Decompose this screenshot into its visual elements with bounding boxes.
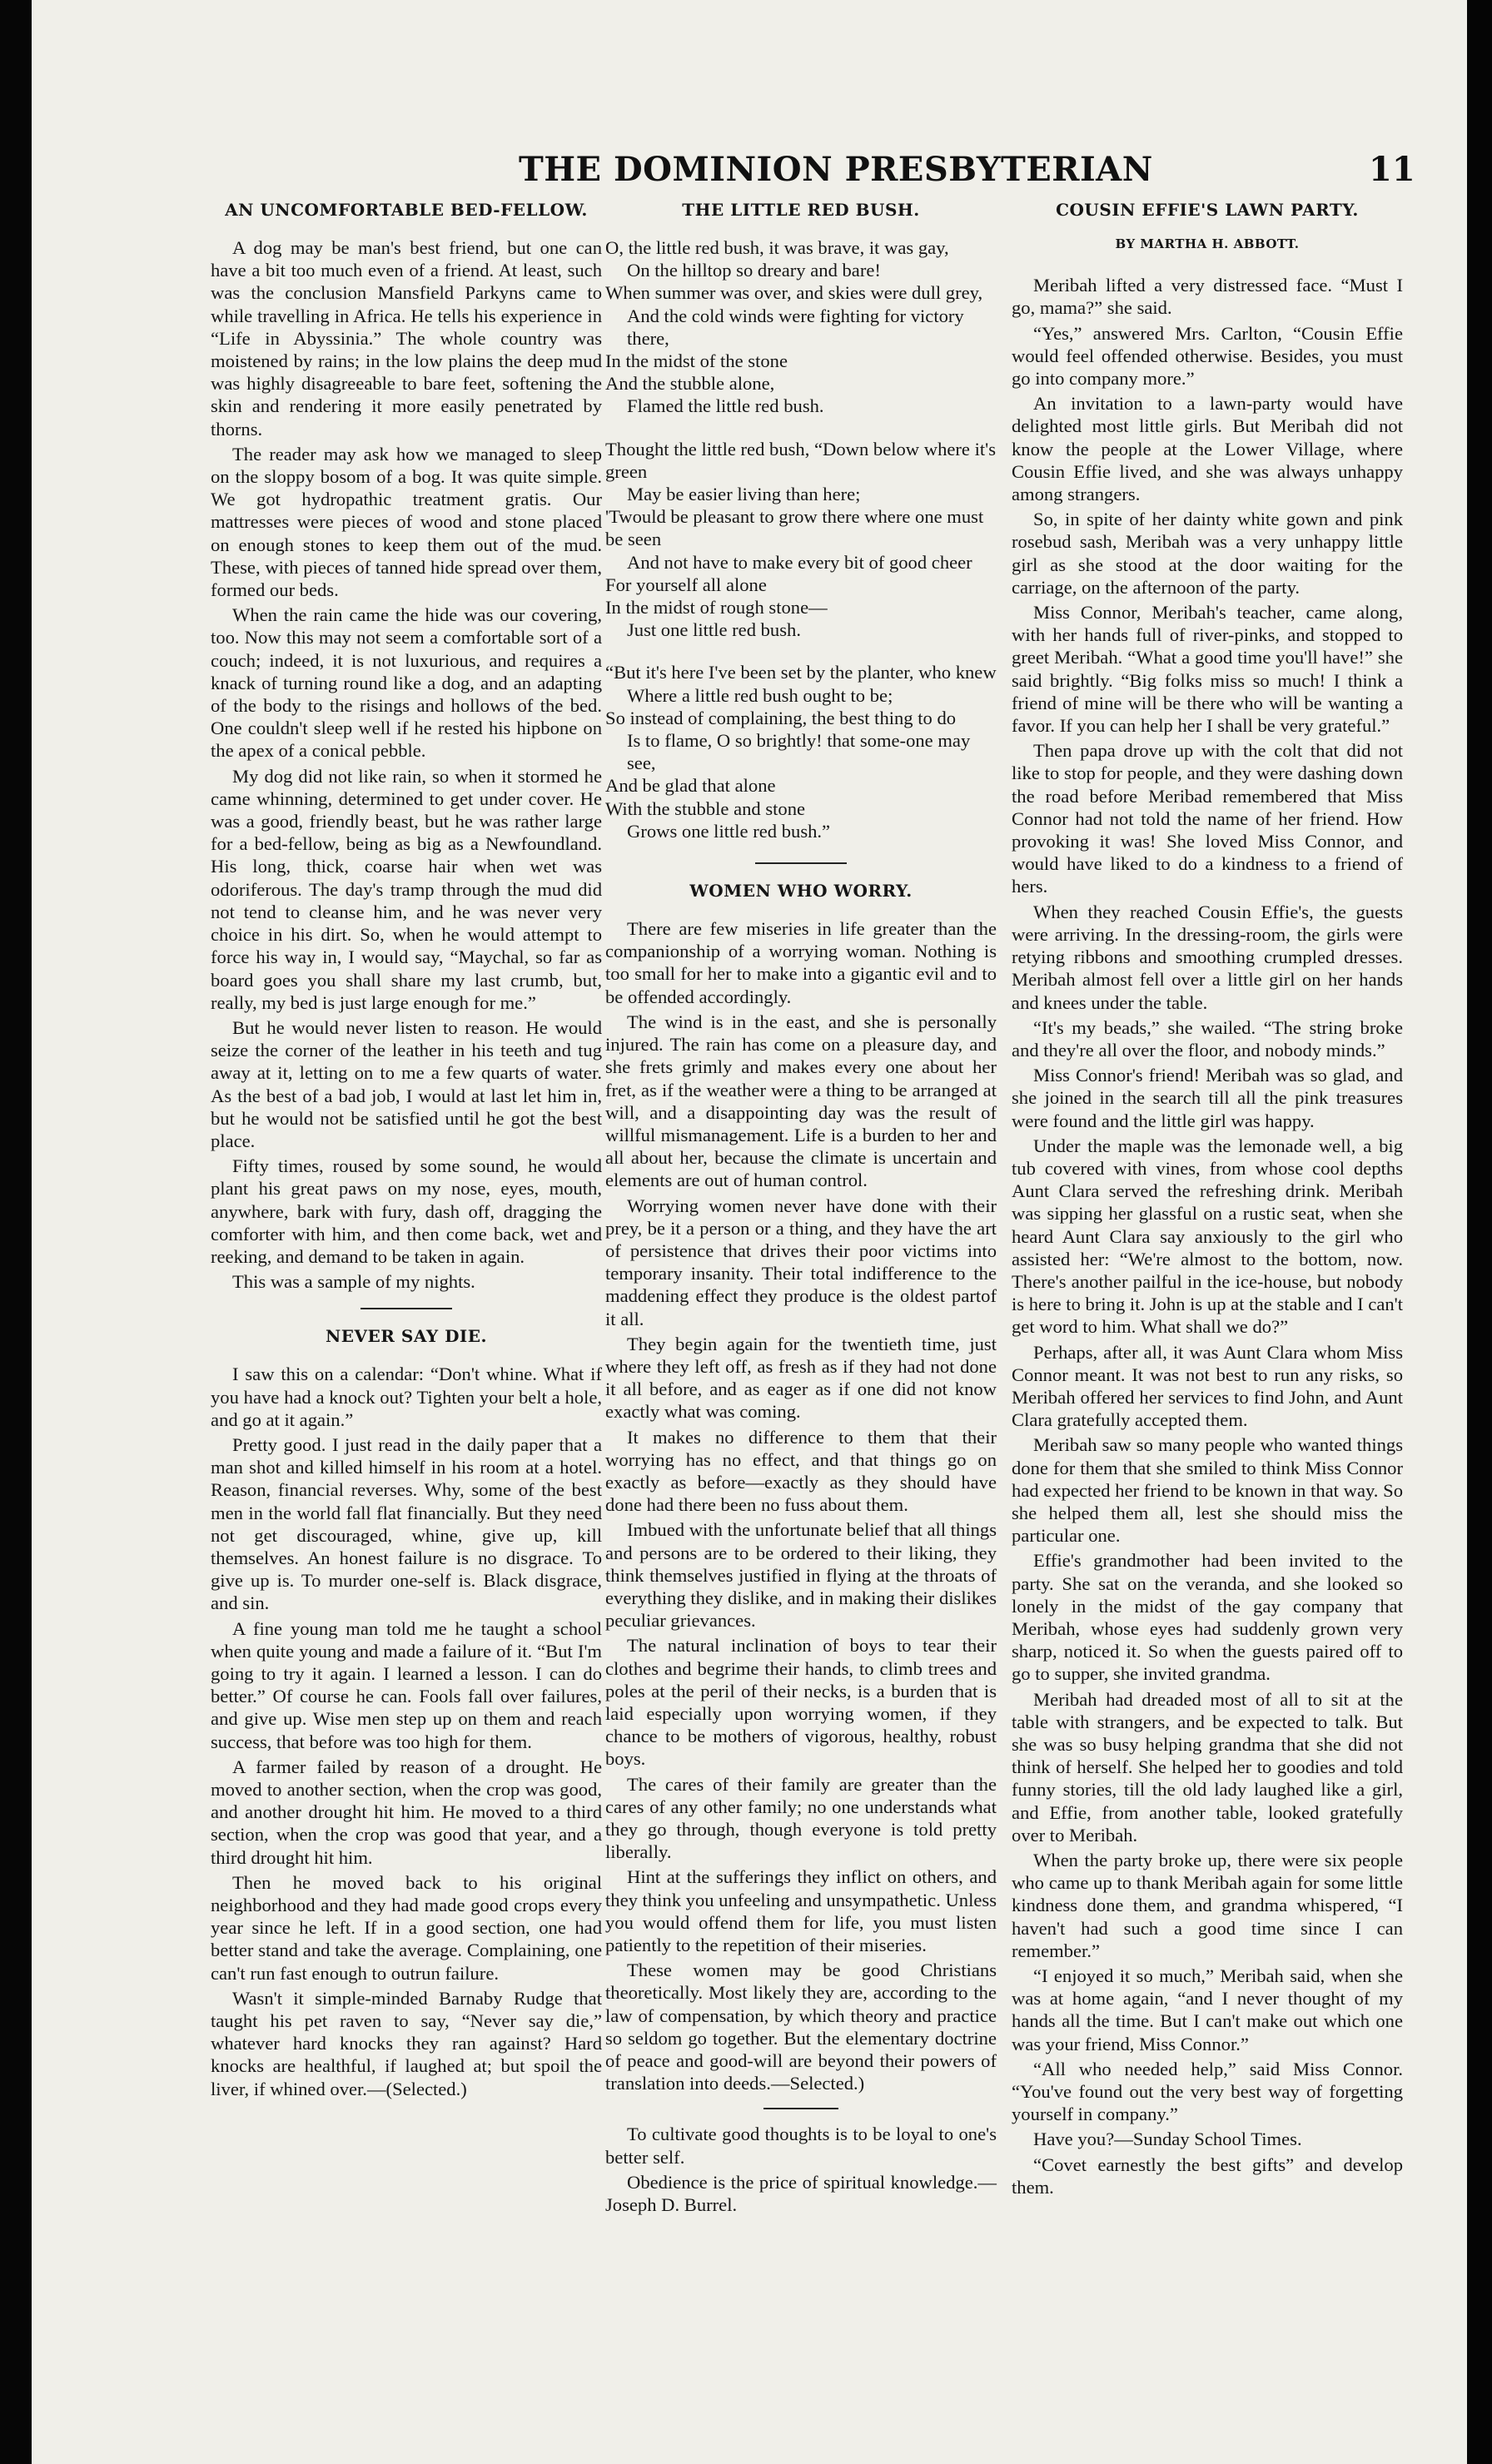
column-right <box>1012 200 1403 2201</box>
verse-line: And the cold winds were fighting for victory there, <box>627 305 964 349</box>
verse-line: Grows one little red bush.” <box>627 820 831 842</box>
paragraph: The cares of their family are greater than the cares of any other family; no one understands what they go through, though everyone is told pretty liberally. <box>605 1773 997 1863</box>
column-left <box>211 200 602 2103</box>
paragraph: When the rain came the hide was our covering, too. Now this may not seem a comfortable sort of a couch; indeed, it is not luxurious, and requires a knack of turning round like a dog, and an adapting of the body to the risings and hollows of the bed. One couldn't sleep well if he rested his hipbone on the apex of a conical pebble. <box>211 604 602 762</box>
paragraph: A fine young man told me he taught a school when quite young and made a failure of it. “But I'm going to try it again. I learned a lesson. I can do better.” Of course he can. Fools fall over failures, and give up. Wise men step up on them and reach success, that before was too high for them. <box>211 1617 602 1752</box>
section-rule <box>755 862 847 864</box>
paragraph: When they reached Cousin Effie's, the guests were arriving. In the dressing-room, the girls were retying ribbons and smoothing crumpled dresses. Meribah almost fell over a little girl on her hands and knees under the table. <box>1012 901 1403 1013</box>
verse-line: Thought the little red bush, “Down below where it's green <box>605 438 997 482</box>
paragraph: There are few miseries in life greater than the companionship of a worrying woman. Nothing is too small for her to make into a gigantic evil and to be offended accordingly. <box>605 918 997 1007</box>
paragraph: Fifty times, roused by some sound, he would plant his great paws on my nose, eyes, mouth, anywhere, bark with fury, dash off, dragging the comforter with him, and then come back, wet and reeking, and demand to be taken in again. <box>211 1155 602 1267</box>
paragraph: Worrying women never have done with their prey, be it a person or a thing, and they have the art of persistence that drives their poor victims into temporary insanity. Their total indifference to the maddening effect they produce is the oldest partof it all. <box>605 1195 997 1329</box>
paragraph: A dog may be man's best friend, but one can have a bit too much even of a friend. At least, such was the conclusion Mansfield Parkyns came to while travelling in Africa. He tells his experience in “Life in Abyssinia.” The whole country was moistened by rains; in the low plains the deep mud was highly disagreeable to bare feet, softening the skin and rendering it more easily penetrated by thorns. <box>211 237 602 440</box>
maxim: “Covet earnestly the best gifts” and develop them. <box>1012 2154 1403 2198</box>
verse-line: For yourself all alone <box>605 574 767 595</box>
verse-line: And not have to make every bit of good cheer <box>627 551 972 573</box>
page-number: 11 <box>1369 150 1415 189</box>
paragraph: Miss Connor's friend! Meribah was so glad, and she joined in the search till all the pink treasures were found and the little girl was happy. <box>1012 1065 1403 1131</box>
running-header <box>32 150 1467 200</box>
verse-line: In the midst of rough stone— <box>605 597 828 618</box>
paragraph: Pretty good. I just read in the daily paper that a man shot and killed himself in his room at a hotel. Reason, financial reverses. Why, some of the best men in the world fall flat financially. But they need not get discouraged, whine, give up, kill themselves. An honest failure is no disgrace. To give up is. To murder one-self is. Black disgrace, and sin. <box>211 1433 602 1614</box>
poem-title-little-red-bush: THE LITTLE RED BUSH. <box>682 200 920 220</box>
section-rule <box>763 2108 838 2109</box>
paragraph: These women may be good Christians theoretically. Most likely they are, according to the law of compensation, by which theory and practice so seldom go together. But the elementary doctrine of peace and good-will are beyond their powers of translation into deeds.—Selected.) <box>605 1960 997 2094</box>
paragraph: “Yes,” answered Mrs. Carlton, “Cousin Effie would feel offended otherwise. Besides, you must go into company more.” <box>1012 322 1403 390</box>
paragraph: Miss Connor, Meribah's teacher, came along, with her hands full of river-pinks, and stopped to greet Meribah. “What a good time you'll have!” she said brightly. “Big folks miss so much! I think a friend of mine will be there who will be wanting a favor. If you can help her I shall be very grateful.” <box>1012 602 1403 737</box>
paragraph: Meribah lifted a very distressed face. “Must I go, mama?” she said. <box>1012 275 1403 319</box>
paragraph: Perhaps, after all, it was Aunt Clara whom Miss Connor meant. It was not best to run any risks, so Meribah offered her services to find John, and Aunt Clara gratefully accepted them. <box>1012 1341 1403 1431</box>
verse-line: On the hilltop so dreary and bare! <box>627 260 881 281</box>
verse-line: 'Twould be pleasant to grow there where one must be seen <box>605 506 984 550</box>
paragraph: Meribah saw so many people who wanted things done for them that she smiled to think Miss Connor had expected her friend to be known in that way. So she helped them all, lest she should miss the particular one. <box>1012 1434 1403 1547</box>
paragraph: My dog did not like rain, so when it stormed he came whinning, determined to get under cover. He was a good, friendly beast, but he was rather large for a bed-fellow, being as big as a Newfoundland. His long, thick, coarse hair when wet was odoriferous. The day's tramp through the mud did not tend to cleanse him, and he was never very choice in his dirt. So, when he would attempt to force his way in, I would say, “Maychal, so far as board goes you shall share my last crumb, but, really, my bed is just large enough for me.” <box>211 765 602 1013</box>
paragraph: “It's my beads,” she wailed. “The string broke and they're all over the floor, and nobody minds.” <box>1012 1016 1403 1061</box>
paragraph: The natural inclination of boys to tear their clothes and begrime their hands, to climb trees and poles at the peril of their necks, is a burden that is laid especially upon worrying women, if they chance to be mothers of vigorous, healthy, robust boys. <box>605 1635 997 1770</box>
verse-line: Is to flame, O so brightly! that some-one may see, <box>627 730 971 774</box>
paragraph: When the party broke up, there were six people who came up to thank Meribah again for some little kindness done them, and grandma whispered, “I haven't had such a good time since I can remember.” <box>1012 1850 1403 1961</box>
verse-line: “But it's here I've been set by the planter, who knew <box>605 662 997 683</box>
verse-line: And be glad that alone <box>605 775 776 797</box>
paragraph: So, in spite of her dainty white gown and pink rosebud sash, Meribah was a very unhappy little girl as she stood at the door waiting for the carriage, on the afternoon of the party. <box>1012 509 1403 598</box>
paragraph: A farmer failed by reason of a drought. He moved to another section, when the crop was good, and another drought hit him. He moved to a third section, when the crop was good that year, and a third drought hit him. <box>211 1756 602 1868</box>
verse-line: O, the little red bush, it was brave, it was gay, <box>605 237 949 258</box>
paragraph: Meribah had dreaded most of all to sit at the table with strangers, and be expected to talk. But she was so busy helping grandma that she did not think of herself. She helped her to goodies and told funny stories, till the old lady laughed like a girl, and Effie, from another table, looked gratefully over to Meribah. <box>1012 1688 1403 1846</box>
paragraph: Under the maple was the lemonade well, a big tub covered with vines, from whose cool depths Aunt Clara served the refreshing drink. Meribah was sipping her glassful on a rustic seat, when she heard Aunt Clara say anxiously to the girl who assisted her: “We're almost to the bottom, now. There's another pailful in the ice-house, but nobody is here to bring it. John is up at the stable and I can't get word to him. What shall we do?” <box>1012 1135 1403 1338</box>
paragraph: Have you?—Sunday School Times. <box>1033 2129 1302 2150</box>
paragraph: Imbued with the unfortunate belief that all things and persons are to be ordered to their liking, they think themselves justified in flying at the throats of everything they dislike, and in making their dislikes peculiar grievances. <box>605 1519 997 1632</box>
verse-line: In the midst of the stone <box>605 350 788 372</box>
scan-edge <box>0 0 32 2464</box>
paragraph: Effie's grandmother had been invited to the party. She sat on the veranda, and she looked so lonely in the midst of the gay company that Meribah, whose eyes had suddenly grown very sharp, noticed it. So when the guests paired off to go to supper, she invited grandma. <box>1012 1550 1403 1685</box>
column-middle <box>605 200 997 2218</box>
paragraph: Wasn't it simple-minded Barnaby Rudge that taught his pet raven to say, “Never say die,” whatever hard knocks they ran against? Hard knocks are healthful, if laughed at; but spoil the liver, if whined over.—(Selected.) <box>211 1987 602 2099</box>
verse-line: Where a little red bush ought to be; <box>627 684 893 706</box>
section-rule <box>361 1308 452 1309</box>
paragraph: The wind is in the east, and she is personally injured. The rain has come on a pleasure day, and she frets grimly and makes every one about her fret, as if the weather were a thing to be arranged at will, and a disappointing day was the result of willful mismanagement. Life is a burden to her and all about her, because the climate is uncertain and elements are out of human control. <box>605 1011 997 1191</box>
verse-line: When summer was over, and skies were dull grey, <box>605 282 983 304</box>
paragraph: “I enjoyed it so much,” Meribah said, when she was at home again, “and I never thought of my hands all the time. But I can't make out which one was your friend, Miss Connor.” <box>1012 1965 1403 2054</box>
poem-stanza <box>605 661 997 842</box>
paragraph: Then papa drove up with the colt that did not like to stop for people, and they were dashing down the road before Meribad remembered that Miss Connor had not told the name of her friend. How provoking it was! She loved Miss Connor, and would have liked to do a kindness to a friend of hers. <box>1012 740 1403 897</box>
verse-line: So instead of complaining, the best thing to do <box>605 707 957 728</box>
paragraph: It makes no difference to them that their worrying has no effect, and that things go on exactly as before—exactly as they should have done had there been no fuss about them. <box>605 1426 997 1516</box>
paragraph: I saw this on a calendar: “Don't whine. What if you have had a knock out? Tighten your belt a hole, and go at it again.” <box>211 1364 602 1430</box>
author-byline: BY MARTHA H. ABBOTT. <box>1115 236 1300 251</box>
verse-line: Flamed the little red bush. <box>627 395 824 417</box>
verse-line: May be easier living than here; <box>627 484 861 505</box>
maxim: To cultivate good thoughts is to be loyal to one's better self. <box>605 2124 997 2168</box>
paragraph: Then he moved back to his original neighborhood and they had made good crops every year since he left. If in a good section, one had better stand and take the average. Complaining, one can't run fast enough to outrun failure. <box>211 1871 602 1984</box>
publication-title: THE DOMINION PRESBYTERIAN <box>519 150 1153 189</box>
verse-line: And the stubble alone, <box>605 373 775 395</box>
paragraph: Hint at the sufferings they inflict on others, and they think you unfeeling and unsympathetic. Unless you would offend them for life, you must listen patiently to the repetition of their miseries. <box>605 1866 997 1956</box>
paragraph: The reader may ask how we managed to sleep on the sloppy bosom of a bog. It was quite simple. We got hydropathic treatment gratis. Our mattresses were pieces of wood and stone placed on enough stones to keep them out of the mud. These, with pieces of tanned hide spread over them, formed our beds. <box>211 443 602 601</box>
poem-stanza <box>605 236 997 418</box>
verse-line: Just one little red bush. <box>627 619 801 641</box>
poem-stanza <box>605 438 997 642</box>
article-title-never-say-die: NEVER SAY DIE. <box>326 1326 487 1347</box>
paragraph: This was a sample of my nights. <box>232 1271 475 1293</box>
newspaper-page <box>32 0 1467 2464</box>
paragraph: They begin again for the twentieth time, just where they left off, as fresh as if they had not done it all before, and as eager as if one did not know exactly what was coming. <box>605 1333 997 1423</box>
paragraph: An invitation to a lawn-party would have delighted most little girls. But Meribah did not know the people at the Lower Village, where Cousin Effie lived, and she was always unhappy among strangers. <box>1012 393 1403 505</box>
article-title-bedfellow: AN UNCOMFORTABLE BED-FELLOW. <box>225 200 588 220</box>
maxim: Obedience is the price of spiritual knowledge.—Joseph D. Burrel. <box>605 2171 997 2216</box>
article-title-women-who-worry: WOMEN WHO WORRY. <box>689 881 913 902</box>
verse-line: With the stubble and stone <box>605 797 806 819</box>
paragraph: But he would never listen to reason. He would seize the corner of the leather in his teeth and tug away at it, letting on to me a few quarts of water. As the best of a bad job, I would at last let him in, but he would not be satisfied until he got the best place. <box>211 1016 602 1151</box>
paragraph: “All who needed help,” said Miss Connor. “You've found out the very best way of forgetting yourself in company.” <box>1012 2058 1403 2125</box>
story-title-lawn-party: COUSIN EFFIE'S LAWN PARTY. <box>1056 200 1359 220</box>
